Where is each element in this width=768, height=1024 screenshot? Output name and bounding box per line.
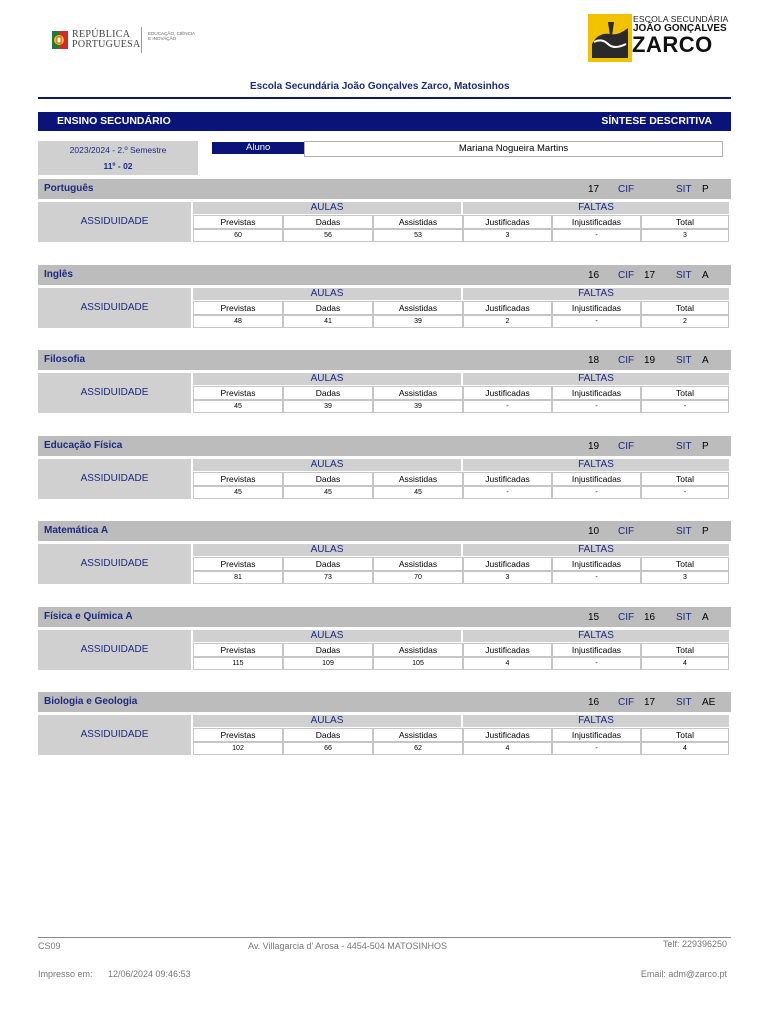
attendance-value: 3 bbox=[641, 571, 729, 584]
attendance-value: 4 bbox=[463, 742, 552, 755]
subject-grade: 18 bbox=[588, 355, 600, 366]
subject-header bbox=[38, 436, 731, 456]
aulas-header: AULAS bbox=[193, 630, 461, 642]
aulas-header: AULAS bbox=[193, 544, 461, 556]
class-name: 11º - 02 bbox=[103, 161, 133, 171]
student-label bbox=[212, 142, 304, 154]
column-header: Total bbox=[641, 643, 729, 657]
attendance-box bbox=[38, 288, 191, 328]
subject-name: Filosofia bbox=[44, 354, 86, 365]
cif-label: CIF bbox=[618, 184, 635, 195]
attendance-box bbox=[38, 715, 191, 755]
attendance-value: - bbox=[552, 486, 641, 499]
title-bar bbox=[38, 112, 731, 131]
column-header: Assistidas bbox=[373, 472, 463, 486]
sit-label: SIT bbox=[676, 697, 692, 708]
coat-of-arms-icon bbox=[50, 27, 70, 53]
cif-value: 17 bbox=[644, 697, 656, 708]
attendance-value: - bbox=[463, 486, 552, 499]
gov-ministry: EDUCAÇÃO, CIÊNCIA E INOVAÇÃO bbox=[148, 31, 195, 41]
column-header: Dadas bbox=[283, 215, 373, 229]
column-header: Injustificadas bbox=[552, 301, 641, 315]
attendance-value: 39 bbox=[373, 400, 463, 413]
republica-portuguesa-logo bbox=[50, 27, 70, 53]
sit-value: A bbox=[702, 355, 709, 366]
sit-label: SIT bbox=[676, 612, 692, 623]
attendance-value: 102 bbox=[193, 742, 283, 755]
attendance-value: 39 bbox=[373, 315, 463, 328]
attendance-box bbox=[38, 544, 191, 584]
gov-name-line1: REPÚBLICA bbox=[72, 29, 131, 40]
cif-value: 19 bbox=[644, 355, 656, 366]
subject-header bbox=[38, 350, 731, 370]
column-header: Dadas bbox=[283, 643, 373, 657]
subject-grade: 16 bbox=[588, 697, 600, 708]
attendance-value: - bbox=[552, 400, 641, 413]
subject-grade: 19 bbox=[588, 441, 600, 452]
faltas-header: FALTAS bbox=[463, 202, 729, 214]
school-full-name: Escola Secundária João Gonçalves Zarco, Matosinhos bbox=[250, 81, 510, 92]
column-header: Total bbox=[641, 386, 729, 400]
column-header: Total bbox=[641, 728, 729, 742]
subject-name: Biologia e Geologia bbox=[44, 696, 138, 707]
column-header: Injustificadas bbox=[552, 557, 641, 571]
subject-block bbox=[38, 607, 731, 692]
attendance-value: - bbox=[641, 486, 729, 499]
attendance-label: ASSIDUIDADE bbox=[80, 473, 149, 484]
attendance-label: ASSIDUIDADE bbox=[80, 644, 149, 655]
attendance-value: 2 bbox=[463, 315, 552, 328]
attendance-value: 53 bbox=[373, 229, 463, 242]
column-header: Dadas bbox=[283, 472, 373, 486]
attendance-label: ASSIDUIDADE bbox=[80, 302, 149, 313]
attendance-label: ASSIDUIDADE bbox=[80, 558, 149, 569]
aulas-header: AULAS bbox=[193, 288, 461, 300]
attendance-value: 45 bbox=[373, 486, 463, 499]
column-header: Assistidas bbox=[373, 386, 463, 400]
subject-name: Educação Física bbox=[44, 440, 123, 451]
subject-block bbox=[38, 265, 731, 350]
column-header: Justificadas bbox=[463, 215, 552, 229]
subject-name: Português bbox=[44, 183, 94, 194]
attendance-value: 3 bbox=[463, 229, 552, 242]
footer-email: Email: adm@zarco.pt bbox=[640, 969, 727, 979]
column-header: Injustificadas bbox=[552, 643, 641, 657]
cif-label: CIF bbox=[618, 526, 635, 537]
column-header: Dadas bbox=[283, 386, 373, 400]
attendance-value: 115 bbox=[193, 657, 283, 670]
school-name-line1: ESCOLA SECUNDÁRIA bbox=[633, 14, 729, 24]
sit-value: A bbox=[702, 612, 709, 623]
column-header: Total bbox=[641, 215, 729, 229]
column-header: Total bbox=[641, 301, 729, 315]
attendance-value: 105 bbox=[373, 657, 463, 670]
subject-block bbox=[38, 350, 731, 435]
attendance-value: - bbox=[552, 229, 641, 242]
subject-block bbox=[38, 179, 731, 264]
column-header: Previstas bbox=[193, 728, 283, 742]
attendance-value: 4 bbox=[463, 657, 552, 670]
column-header: Previstas bbox=[193, 386, 283, 400]
column-header: Justificadas bbox=[463, 472, 552, 486]
subject-name: Matemática A bbox=[44, 525, 109, 536]
cif-value: 16 bbox=[644, 612, 656, 623]
column-header: Assistidas bbox=[373, 215, 463, 229]
attendance-box bbox=[38, 459, 191, 499]
faltas-header: FALTAS bbox=[463, 288, 729, 300]
attendance-box bbox=[38, 373, 191, 413]
cif-label: CIF bbox=[618, 612, 635, 623]
attendance-value: 2 bbox=[641, 315, 729, 328]
subject-block bbox=[38, 436, 731, 521]
attendance-value: 39 bbox=[283, 400, 373, 413]
sit-label: SIT bbox=[676, 270, 692, 281]
attendance-value: 3 bbox=[463, 571, 552, 584]
column-header: Assistidas bbox=[373, 728, 463, 742]
column-header: Previstas bbox=[193, 301, 283, 315]
column-header: Assistidas bbox=[373, 301, 463, 315]
title-report-type: SÍNTESE DESCRITIVA bbox=[601, 115, 712, 127]
subject-block bbox=[38, 521, 731, 606]
faltas-header: FALTAS bbox=[463, 630, 729, 642]
column-header: Justificadas bbox=[463, 386, 552, 400]
attendance-value: 45 bbox=[193, 486, 283, 499]
aulas-header: AULAS bbox=[193, 459, 461, 471]
attendance-value: - bbox=[552, 657, 641, 670]
footer-address: Av. Villagarcia d' Arosa - 4454-504 MATOSINHOS bbox=[248, 941, 447, 951]
column-header: Previstas bbox=[193, 643, 283, 657]
attendance-value: 41 bbox=[283, 315, 373, 328]
column-header: Injustificadas bbox=[552, 386, 641, 400]
period-box bbox=[38, 141, 198, 175]
attendance-value: - bbox=[463, 400, 552, 413]
column-header: Justificadas bbox=[463, 557, 552, 571]
attendance-label: ASSIDUIDADE bbox=[80, 387, 149, 398]
subject-grade: 16 bbox=[588, 270, 600, 281]
attendance-value: - bbox=[552, 571, 641, 584]
column-header: Justificadas bbox=[463, 301, 552, 315]
aulas-header: AULAS bbox=[193, 373, 461, 385]
title-level: ENSINO SECUNDÁRIO bbox=[57, 115, 171, 127]
column-header: Injustificadas bbox=[552, 728, 641, 742]
column-header: Injustificadas bbox=[552, 215, 641, 229]
sit-value: AE bbox=[702, 697, 716, 708]
header-rule bbox=[38, 97, 731, 99]
sit-label: SIT bbox=[676, 184, 692, 195]
school-name-line3: ZARCO bbox=[632, 32, 713, 57]
attendance-label: ASSIDUIDADE bbox=[80, 729, 149, 740]
cif-label: CIF bbox=[618, 355, 635, 366]
column-header: Previstas bbox=[193, 472, 283, 486]
school-emblem-icon bbox=[588, 14, 634, 62]
attendance-value: 70 bbox=[373, 571, 463, 584]
school-name-line2: JOÃO GONÇALVES bbox=[633, 23, 727, 34]
attendance-value: 4 bbox=[641, 742, 729, 755]
footer-phone: Telf: 229396250 bbox=[662, 939, 727, 949]
attendance-value: 56 bbox=[283, 229, 373, 242]
attendance-value: - bbox=[552, 315, 641, 328]
attendance-value: 4 bbox=[641, 657, 729, 670]
attendance-value: - bbox=[641, 400, 729, 413]
cif-label: CIF bbox=[618, 441, 635, 452]
aulas-header: AULAS bbox=[193, 715, 461, 727]
student-label-text: Aluno bbox=[246, 142, 271, 153]
column-header: Previstas bbox=[193, 557, 283, 571]
faltas-header: FALTAS bbox=[463, 544, 729, 556]
attendance-box bbox=[38, 630, 191, 670]
subject-grade: 10 bbox=[588, 526, 600, 537]
column-header: Assistidas bbox=[373, 557, 463, 571]
sit-value: A bbox=[702, 270, 709, 281]
subject-header bbox=[38, 692, 731, 712]
attendance-value: 45 bbox=[193, 400, 283, 413]
school-year: 2023/2024 - 2.º Semestre bbox=[69, 145, 167, 155]
column-header: Dadas bbox=[283, 301, 373, 315]
column-header: Total bbox=[641, 557, 729, 571]
faltas-header: FALTAS bbox=[463, 373, 729, 385]
subject-name: Física e Química A bbox=[44, 611, 133, 622]
sit-label: SIT bbox=[676, 441, 692, 452]
attendance-value: - bbox=[552, 742, 641, 755]
attendance-value: 73 bbox=[283, 571, 373, 584]
subject-header bbox=[38, 607, 731, 627]
subject-grade: 15 bbox=[588, 612, 600, 623]
attendance-value: 109 bbox=[283, 657, 373, 670]
subject-header bbox=[38, 265, 731, 285]
sit-value: P bbox=[702, 184, 709, 195]
faltas-header: FALTAS bbox=[463, 459, 729, 471]
printed-date: 12/06/2024 09:46:53 bbox=[108, 969, 191, 979]
subject-name: Inglês bbox=[44, 269, 73, 280]
subject-header bbox=[38, 521, 731, 541]
subject-grade: 17 bbox=[588, 184, 600, 195]
sit-label: SIT bbox=[676, 355, 692, 366]
column-header: Justificadas bbox=[463, 643, 552, 657]
column-header: Injustificadas bbox=[552, 472, 641, 486]
printed-label: Impresso em: bbox=[38, 969, 93, 979]
column-header: Total bbox=[641, 472, 729, 486]
footer-rule bbox=[38, 937, 731, 938]
gov-name-line2: PORTUGUESA bbox=[72, 39, 141, 50]
column-header: Dadas bbox=[283, 728, 373, 742]
cif-label: CIF bbox=[618, 270, 635, 281]
form-code: CS09 bbox=[38, 941, 61, 951]
student-name: Mariana Nogueira Martins bbox=[304, 141, 723, 157]
attendance-value: 81 bbox=[193, 571, 283, 584]
column-header: Assistidas bbox=[373, 643, 463, 657]
cif-value: 17 bbox=[644, 270, 656, 281]
sit-value: P bbox=[702, 441, 709, 452]
subject-header bbox=[38, 179, 731, 199]
column-header: Justificadas bbox=[463, 728, 552, 742]
subject-block bbox=[38, 692, 731, 777]
attendance-label: ASSIDUIDADE bbox=[80, 216, 149, 227]
sit-value: P bbox=[702, 526, 709, 537]
attendance-value: 45 bbox=[283, 486, 373, 499]
school-logo bbox=[588, 14, 634, 62]
faltas-header: FALTAS bbox=[463, 715, 729, 727]
column-header: Previstas bbox=[193, 215, 283, 229]
attendance-value: 66 bbox=[283, 742, 373, 755]
column-header: Dadas bbox=[283, 557, 373, 571]
attendance-value: 48 bbox=[193, 315, 283, 328]
gov-divider bbox=[141, 27, 142, 53]
attendance-value: 60 bbox=[193, 229, 283, 242]
attendance-value: 3 bbox=[641, 229, 729, 242]
attendance-value: 62 bbox=[373, 742, 463, 755]
cif-label: CIF bbox=[618, 697, 635, 708]
attendance-box bbox=[38, 202, 191, 242]
aulas-header: AULAS bbox=[193, 202, 461, 214]
sit-label: SIT bbox=[676, 526, 692, 537]
